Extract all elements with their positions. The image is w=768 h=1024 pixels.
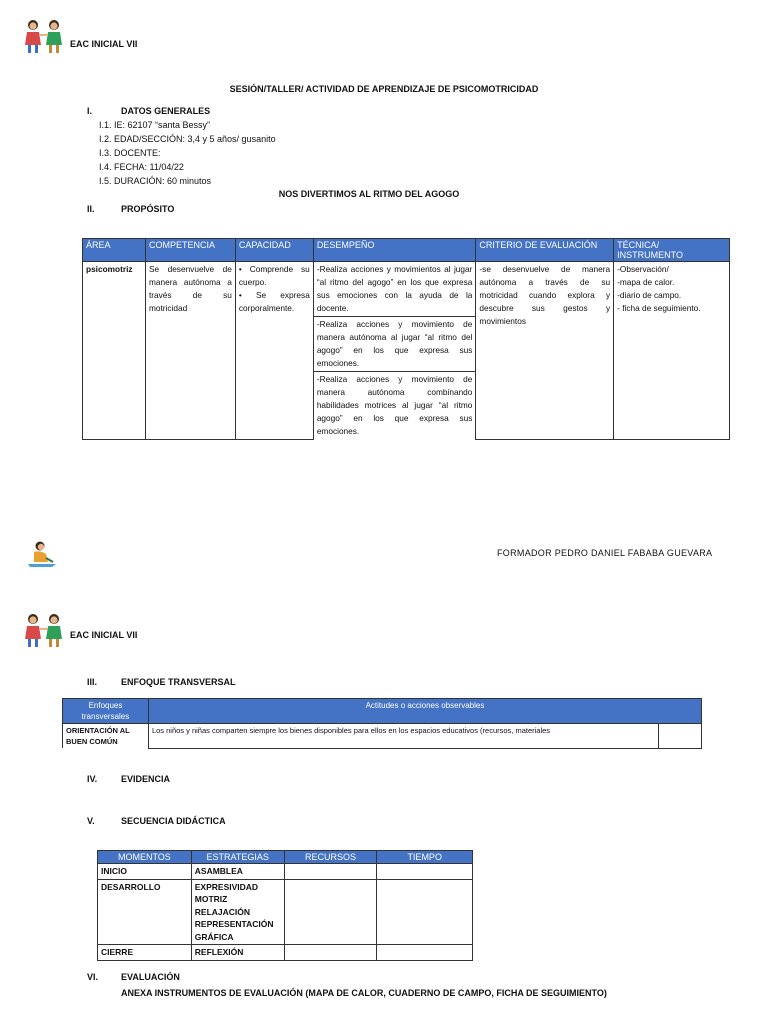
cell-tiempo (377, 945, 473, 961)
section-1-heading: DATOS GENERALES (121, 106, 211, 116)
capacidad-item: • Se expresa corporalmente. (238, 290, 310, 313)
header-capacidad: CAPACIDAD (235, 239, 313, 262)
cell-recursos (284, 864, 377, 880)
table-row (98, 945, 473, 961)
tecnica-item: - ficha de seguimiento. (617, 303, 701, 313)
section-2-heading: PROPÓSITO (121, 204, 175, 214)
cell-tiempo (377, 879, 473, 945)
cell-estrategia: ASAMBLEA (191, 864, 284, 880)
section-5-heading: SECUENCIA DIDÁCTICA (121, 816, 226, 826)
header-actitudes: Actitudes o acciones observables (148, 699, 701, 724)
children-logo-icon (20, 18, 68, 54)
datos-item-duracion: I.5. DURACIÓN: 60 minutos (99, 176, 212, 186)
desempeno-item: -Realiza acciones y movimiento de manera autónoma al jugar “al ritmo del agogo” en los que expresa sus emociones. (314, 317, 476, 372)
header-enfoques: Enfoques transversales (63, 699, 149, 724)
estrategia-item: EXPRESIVIDAD MOTRIZ (194, 881, 259, 904)
cell-recursos (284, 879, 377, 945)
cell-desempeno (313, 262, 476, 440)
datos-generales-list (99, 118, 276, 188)
cell-area: psicomotriz (83, 262, 146, 440)
datos-item-edad: I.2. EDAD/SECCIÓN: 3,4 y 5 años/ gusanito (99, 134, 276, 144)
table-header-row (63, 699, 702, 724)
header-recursos: RECURSOS (284, 851, 377, 864)
header-estrategias: ESTRATEGIAS (191, 851, 284, 864)
section-4-number: IV. (87, 774, 98, 784)
children-logo-icon (20, 612, 68, 648)
cell-tecnica (614, 262, 730, 440)
estrategia-item: REPRESENTACIÓN GRÁFICA (194, 919, 274, 942)
cell-tiempo (377, 864, 473, 880)
estrategia-item: RELAJACIÓN (194, 906, 251, 917)
cell-criterio: -se desenvuelve de manera autónoma a través de su motricidad cuando explora y descubre sus gestos y movimientos (476, 262, 614, 440)
section-5-number: V. (87, 816, 95, 826)
header-competencia: COMPETENCIA (145, 239, 235, 262)
capacidad-item: • Comprende su cuerpo. (238, 264, 310, 287)
table-header-row (83, 239, 730, 262)
header-label: EAC INICIAL VII (70, 39, 138, 49)
tecnica-item: -Observación/ (617, 264, 669, 274)
cell-actitud: Los niños y niñas comparten siempre los bienes disponibles para ellos en los espacios educativos (recursos, materiales (148, 724, 658, 749)
section-1-number: I. (87, 106, 93, 116)
tecnica-item: -mapa de calor. (617, 277, 675, 287)
footer-formador: FORMADOR PEDRO DANIEL FABABA GUEVARA (497, 548, 713, 558)
cell-capacidad (235, 262, 313, 440)
cell-estrategia: REFLEXIÓN (191, 945, 284, 961)
datos-item-docente: I.3. DOCENTE: (99, 148, 161, 158)
session-title: SESIÓN/TALLER/ ACTIVIDAD DE APRENDIZAJE DE PSICOMOTRICIDAD (229, 84, 539, 94)
cell-momento: CIERRE (98, 945, 192, 961)
secuencia-table (97, 850, 473, 961)
header-desempeno: DESEMPEÑO (313, 239, 476, 262)
table-row (98, 864, 473, 880)
header-momentos: MOMENTOS (98, 851, 192, 864)
enfoque-table (62, 698, 702, 749)
tecnica-item: -diario de campo. (617, 290, 682, 300)
header-tecnica: TÉCNICA/ INSTRUMENTO (614, 239, 730, 262)
proposito-table (82, 238, 730, 440)
table-row (98, 879, 473, 945)
section-3-number: III. (87, 677, 98, 687)
table-row (63, 724, 702, 749)
evaluacion-text: ANEXA INSTRUMENTOS DE EVALUACIÓN (MAPA DE CALOR, CUADERNO DE CAMPO, FICHA DE SEGUIMIENTO) (121, 988, 607, 998)
section-6-number: VI. (87, 972, 99, 982)
activity-title: NOS DIVERTIMOS AL RITMO DEL AGOGO (278, 189, 460, 199)
cell-enfoque: ORIENTACIÓN AL BUEN COMÚN (63, 724, 149, 749)
datos-item-fecha: I.4. FECHA: 11/04/22 (99, 162, 184, 172)
header-area: ÁREA (83, 239, 146, 262)
header-tiempo: TIEMPO (377, 851, 473, 864)
cell-estrategias (191, 879, 284, 945)
header-label: EAC INICIAL VII (70, 630, 138, 640)
cell-competencia: Se desenvuelve de manera autónoma a través de su motricidad (145, 262, 235, 440)
datos-item-ie: I.1. IE: 62107 “santa Bessy” (99, 120, 211, 130)
desempeno-item: -Realiza acciones y movimiento de manera autónoma combinando habilidades motrices al jugar “al ritmo agogo” en los que expresa sus emociones. (316, 374, 473, 436)
table-header-row (98, 851, 473, 864)
header-criterio: CRITERIO DE EVALUACIÓN (476, 239, 614, 262)
cell-empty (659, 724, 702, 749)
desempeno-item: -Realiza acciones y movimientos al jugar “al ritmo del agogo” en los que expresa sus emociones con la ayuda de la docente. (314, 262, 476, 317)
cell-momento: INICIO (98, 864, 192, 880)
section-2-number: II. (87, 204, 95, 214)
section-6-heading: EVALUACIÓN (121, 972, 180, 982)
child-drawing-icon (26, 540, 58, 568)
table-row (83, 262, 730, 440)
section-3-heading: ENFOQUE TRANSVERSAL (121, 677, 236, 687)
cell-recursos (284, 945, 377, 961)
section-4-heading: EVIDENCIA (121, 774, 171, 784)
cell-momento: DESARROLLO (98, 879, 192, 945)
